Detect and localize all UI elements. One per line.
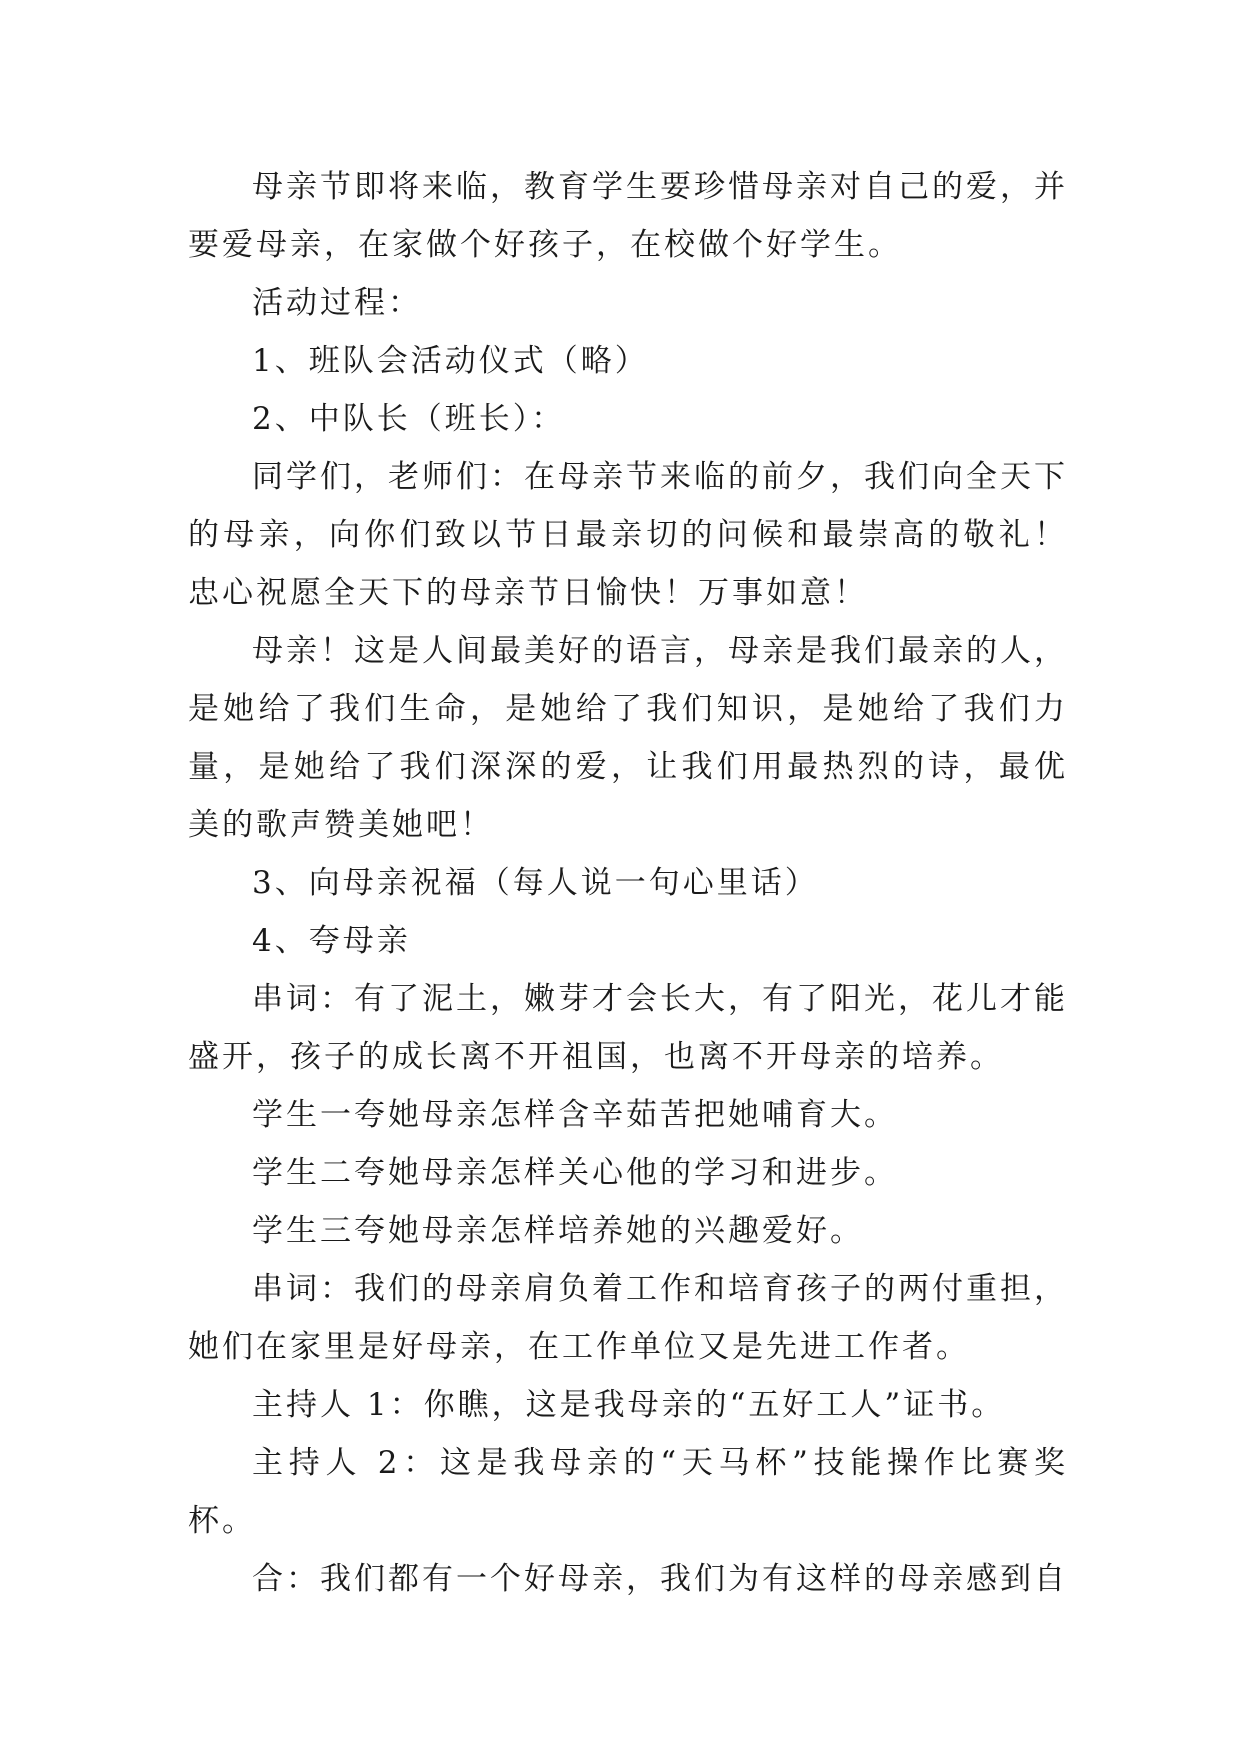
paragraph-host-2: 主持人 2：这是我母亲的“天马杯”技能操作比赛奖杯。 bbox=[188, 1445, 1068, 1539]
paragraph-intro: 母亲节即将来临，教育学生要珍惜母亲对自己的爱，并要爱母亲，在家做个好孩子，在校做个好学生。 bbox=[188, 169, 1068, 263]
document-body bbox=[188, 158, 1068, 1608]
paragraph-student-2: 学生二夸她母亲怎样关心他的学习和进步。 bbox=[252, 1155, 898, 1191]
paragraph-praise: 母亲！这是人间最美好的语言，母亲是我们最亲的人，是她给了我们生命，是她给了我们知识，是她给了我们力量，是她给了我们深深的爱，让我们用最热烈的诗，最优美的歌声赞美她吧！ bbox=[188, 633, 1068, 843]
paragraph-step-4: 4、夸母亲 bbox=[252, 923, 411, 959]
paragraph-linking-words-1: 串词：有了泥土，嫩芽才会长大，有了阳光，花儿才能盛开，孩子的成长离不开祖国，也离不开母亲的培养。 bbox=[188, 981, 1068, 1075]
paragraph-host-1: 主持人 1：你瞧，这是我母亲的“五好工人”证书。 bbox=[252, 1387, 1006, 1423]
paragraph-step-2: 2、中队长（班长）： bbox=[252, 401, 566, 437]
paragraph-together: 合：我们都有一个好母亲，我们为有这样的母亲感到自 bbox=[252, 1561, 1068, 1597]
paragraph-student-1: 学生一夸她母亲怎样含辛茹苦把她哺育大。 bbox=[252, 1097, 898, 1133]
paragraph-step-3: 3、向母亲祝福（每人说一句心里话） bbox=[252, 865, 819, 901]
paragraph-linking-words-2: 串词：我们的母亲肩负着工作和培育孩子的两付重担，她们在家里是好母亲，在工作单位又是先进工作者。 bbox=[188, 1271, 1068, 1365]
paragraph-greeting: 同学们，老师们：在母亲节来临的前夕，我们向全天下的母亲，向你们致以节日最亲切的问候和最崇高的敬礼！忠心祝愿全天下的母亲节日愉快！万事如意！ bbox=[188, 459, 1068, 611]
paragraph-process-heading: 活动过程： bbox=[252, 285, 422, 321]
paragraph-student-3: 学生三夸她母亲怎样培养她的兴趣爱好。 bbox=[252, 1213, 864, 1249]
paragraph-step-1: 1、班队会活动仪式（略） bbox=[252, 343, 649, 379]
